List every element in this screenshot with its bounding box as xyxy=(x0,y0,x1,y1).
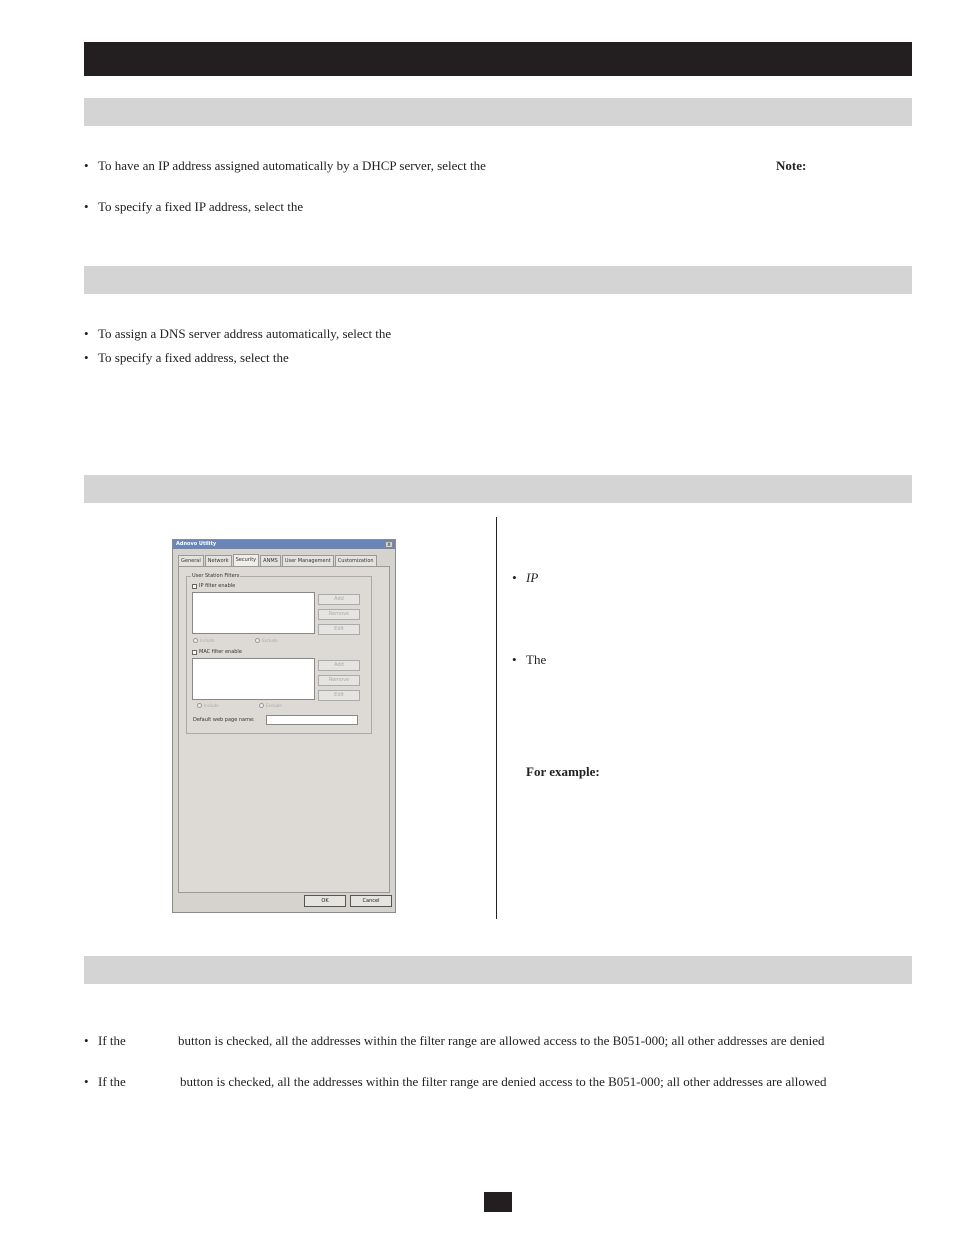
include-if-bullet: • If the xyxy=(98,1033,126,1049)
radio-icon xyxy=(193,638,198,643)
mac-remove-button: Remove xyxy=(318,675,360,686)
checkbox-icon xyxy=(192,650,197,655)
mac-edit-button: Edit xyxy=(318,690,360,701)
ip-exclude-radio xyxy=(255,638,278,643)
ip-exclude-label: Exclude xyxy=(262,638,278,643)
dns-auto-bullet: • To assign a DNS server address automatically, select the xyxy=(98,326,391,342)
mac-include-label: Include xyxy=(204,703,219,708)
section-heading-bar-3 xyxy=(84,475,912,503)
mac-filter-label: MAC filter enable xyxy=(199,649,242,655)
section-heading-bar-2 xyxy=(84,266,912,294)
ip-include-radio xyxy=(193,638,215,643)
mac-include-radio xyxy=(197,703,219,708)
mac-filter-checkbox xyxy=(192,649,242,655)
note-label: Note: xyxy=(776,158,807,173)
section-heading-bar-1 xyxy=(84,98,912,126)
group-label: User Station Filters xyxy=(192,573,240,579)
tab-general: General xyxy=(178,555,204,566)
ip-filter-label: IP filter enable xyxy=(199,583,236,589)
ip-bullet: • IP xyxy=(526,570,538,586)
ip-filter-list xyxy=(192,592,315,634)
the-bullet: • The xyxy=(526,652,546,668)
for-example-label: For example: xyxy=(526,764,600,779)
cancel-button: Cancel xyxy=(350,895,392,907)
mac-add-button: Add xyxy=(318,660,360,671)
ok-button: OK xyxy=(304,895,346,907)
close-icon: x xyxy=(385,541,393,548)
ip-filter-checkbox xyxy=(192,583,235,589)
default-page-label: Default web page name: xyxy=(193,717,255,723)
user-station-filters-group xyxy=(186,573,372,734)
tab-customization: Customization xyxy=(335,555,377,566)
tab-network: Network xyxy=(205,555,232,566)
security-panel xyxy=(178,566,390,893)
exclude-explanation: button is checked, all the addresses within the filter range are denied access to the B051-000; all other addresses are allowed xyxy=(180,1074,827,1089)
section-heading-bar-4 xyxy=(84,956,912,984)
column-divider xyxy=(496,517,497,919)
mac-exclude-radio xyxy=(259,703,282,708)
ip-add-button: Add xyxy=(318,594,360,605)
ip-remove-button: Remove xyxy=(318,609,360,620)
checkbox-icon xyxy=(192,584,197,589)
dhcp-bullet: • To have an IP address assigned automatically by a DHCP server, select the xyxy=(98,158,486,174)
ip-include-label: Include xyxy=(200,638,215,643)
mac-exclude-label: Exclude xyxy=(266,703,282,708)
mac-filter-list xyxy=(192,658,315,700)
security-dialog-screenshot xyxy=(172,539,396,913)
radio-icon xyxy=(197,703,202,708)
tab-security: Security xyxy=(233,554,260,566)
dialog-title: Adnovo Utility xyxy=(173,540,395,549)
tab-user-management: User Management xyxy=(282,555,334,566)
exclude-if-bullet: • If the xyxy=(98,1074,126,1090)
radio-icon xyxy=(259,703,264,708)
page-header-bar xyxy=(84,42,912,76)
page-number-box xyxy=(484,1192,512,1212)
ip-edit-button: Edit xyxy=(318,624,360,635)
dns-fixed-bullet: • To specify a fixed address, select the xyxy=(98,350,289,366)
include-explanation: button is checked, all the addresses within the filter range are allowed access to the B051-000; all other addresses are denied xyxy=(178,1033,825,1048)
dialog-tabs xyxy=(178,555,377,566)
radio-icon xyxy=(255,638,260,643)
default-page-input xyxy=(266,715,358,725)
fixed-ip-bullet: • To specify a fixed IP address, select the xyxy=(98,199,303,215)
tab-anms: ANMS xyxy=(260,555,281,566)
